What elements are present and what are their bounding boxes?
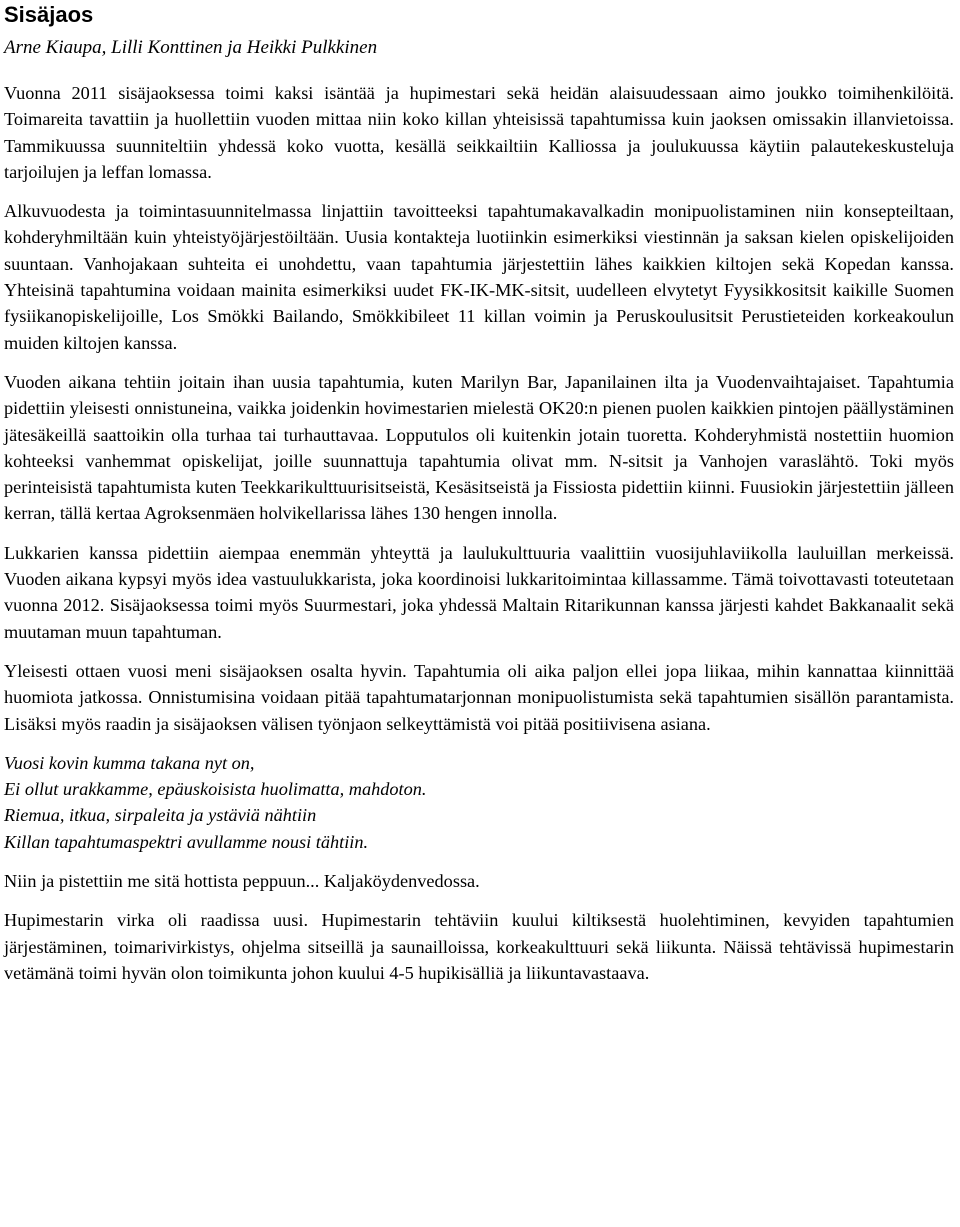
paragraph-goals: Alkuvuodesta ja toimintasuunnitelmassa linjattiin tavoitteeksi tapahtumakavalkadin monipuolistaminen niin konsepteiltaan, kohderyhmiltään kuin yhteistyöjärjestöiltään. Uusia kontakteja luotiinkin esimerkiksi viestinnän ja saksan kielen opiskelijoiden suuntaan. Vanhojakaan suhteita ei unohdettu, vaan tapahtumia järjestettiin lähes kaikkien kiltojen sekä Kopedan kanssa. Yhteisinä tapahtumina voidaan mainita esimerkiksi uudet FK-IK-MK-sitsit, uudelleen elvytetyt Fyysikkositsit kaikille Suomen fysiikanopiskelijoille, Los Smökki Bailando, Smökkibileet 11 killan voimin ja Peruskoulusitsit Perustieteiden korkeakoulun muiden kiltojen kanssa. <box>4 201 954 353</box>
paragraph-summary: Yleisesti ottaen vuosi meni sisäjaoksen osalta hyvin. Tapahtumia oli aika paljon ellei jopa liikaa, mihin kannattaa kiinnittää huomiota jatkossa. Onnistumisina voidaan pitää tapahtumatarjonnan monipuolistumista sekä tapahtumien sisällön parantamista. Lisäksi myös raadin ja sisäjaoksen välisen työnjaon selkeyttämistä voi pitää positiivisena asiana. <box>4 660 954 734</box>
paragraph-hupimestari: Hupimestarin virka oli raadissa uusi. Hupimestarin tehtäviin kuului kiltiksestä huolehtiminen, kevyiden tapahtumien järjestäminen, toimarivirkistys, ohjelma sitseillä ja saunailloissa, korkeakulttuuri sekä liikunta. Näissä tehtävissä hupimestarin vetämänä toimi hyvän olon toimikunta johon kuului 4-5 hupikisälliä ja liikuntavastaava. <box>4 910 954 983</box>
poem-line: Killan tapahtumaspektri avullamme nousi tähtiin. <box>4 831 369 852</box>
poem-line: Riemua, itkua, sirpaleita ja ystäviä nähtiin <box>4 805 317 826</box>
document-authors: Arne Kiaupa, Lilli Konttinen ja Heikki Pulkkinen <box>4 37 378 58</box>
poem-line: Ei ollut urakkamme, epäuskoisista huolimatta, mahdoton. <box>4 779 427 800</box>
paragraph-new-events: Vuoden aikana tehtiin joitain ihan uusia tapahtumia, kuten Marilyn Bar, Japanilainen ilta ja Vuodenvaihtajaiset. Tapahtumia pidettiin yleisesti onnistuneina, vaikka joidenkin hovimestarien mielestä OK20:n pienen puolen kaikkien pintojen päällystäminen jätesäkeillä saattoikin olla turhaa tai turhauttavaa. Lopputulos oli kuitenkin jotain tuoretta. Kohderyhmistä nostettiin huomion kohteeksi vanhemmat opiskelijat, joille suunnattuja tapahtumia olivat mm. N-sitsit ja Vanhojen varaslähtö. Toki myös perinteisistä tapahtumista kuten Teekkarikulttuurisitseistä, Kesäsitseistä ja Fissiosta pidettiin kiinni. Fuusiokin järjestettiin jälleen kerran, tällä kertaa Agroksenmäen holvikellarissa lähes 130 hengen innolla. <box>4 371 954 524</box>
paragraph-lukkarit: Lukkarien kanssa pidettiin aiempaa enemmän yhteyttä ja laulukulttuuria vaalittiin vuosijuhlaviikolla lauluillan merkeissä. Vuoden aikana kypsyi myös idea vastuulukkarista, joka koordinoisi lukkaritoimintaa killassamme. Tämä toivottavasti toteutetaan vuonna 2012. Sisäjaoksessa toimi myös Suurmestari, joka yhdessä Maltain Ritarikunnan kanssa järjesti kahdet Bakkanaalit sekä muutaman muun tapahtuman. <box>4 542 954 642</box>
paragraph-intro: Vuonna 2011 sisäjaoksessa toimi kaksi isäntää ja hupimestari sekä heidän alaisuudessaan aimo joukko toimihenkilöitä. Toimareita tavattiin ja huollettiin vuoden mittaa niin koko killan yhteisissä tapahtumissa kuin jaoksen omissakin illanvietoissa. Tammikuussa suunniteltiin yhdessä koko vuotta, kesällä seikkailtiin Kalliossa ja joulukuussa käytiin palautekeskusteluja tarjoilujen ja leffan lomassa. <box>4 83 954 182</box>
paragraph-kaljakoysi: Niin ja pistettiin me sitä hottista peppuun... Kaljaköydenvedossa. <box>4 871 480 892</box>
document-title: Sisäjaos <box>4 2 94 27</box>
poem <box>4 750 954 855</box>
poem-line: Vuosi kovin kumma takana nyt on, <box>4 752 255 773</box>
document-page <box>0 2 960 1227</box>
